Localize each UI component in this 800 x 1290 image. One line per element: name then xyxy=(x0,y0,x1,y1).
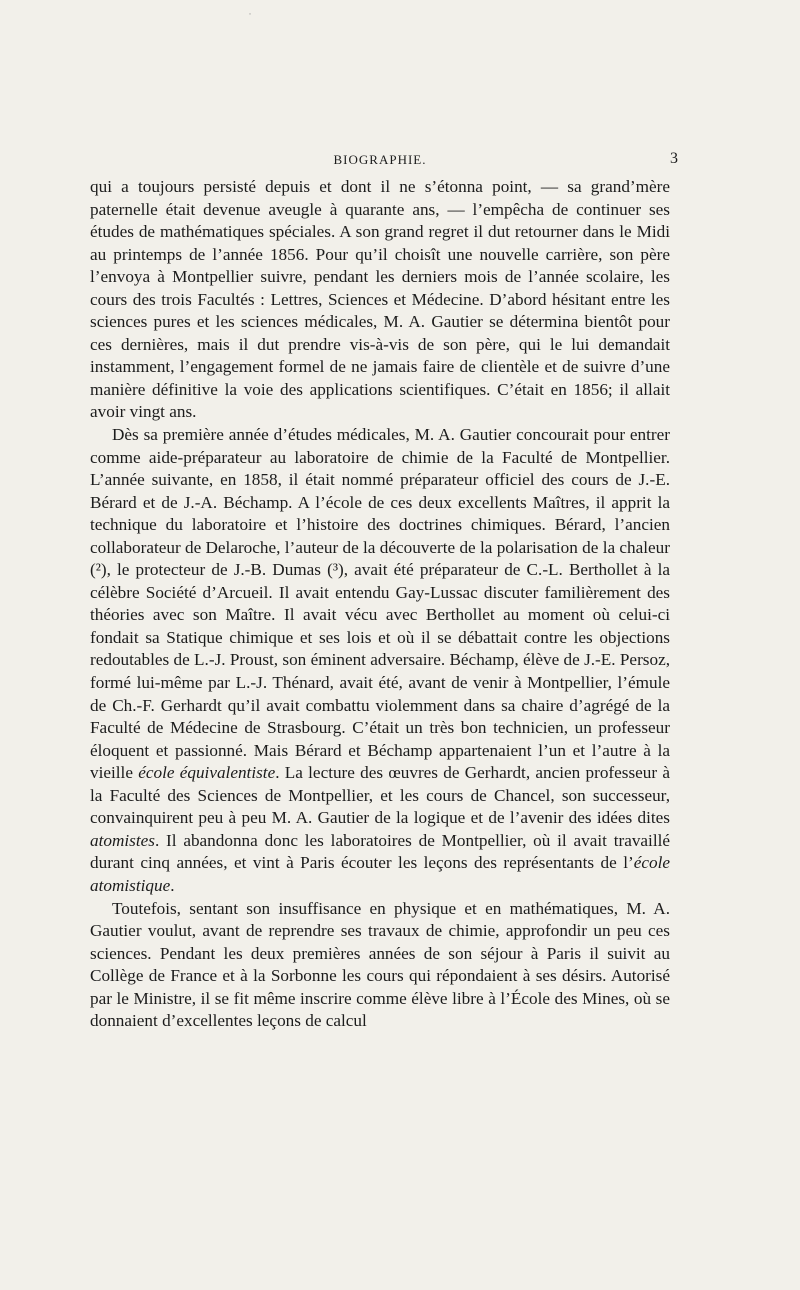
scan-speck: ˙ xyxy=(248,10,252,24)
italic-text-segment: école équivalentiste xyxy=(138,763,276,783)
page-number: 3 xyxy=(670,150,678,167)
running-title: BIOGRAPHIE. xyxy=(333,152,427,167)
italic-text-segment: école atomistique xyxy=(90,853,670,895)
text-segment: Toutefois, sentant son insuffisance en physique et en mathématiques, M. A. Gautier voulut, avant de reprendre ses travaux de chimie, approfondir un peu ces sciences. Pendant les deux premières années de son séjour à Paris il suivit au Collège de France et à la Sorbonne les cours qui répondaient à ses désirs. Autorisé par le Ministre, il se fit même inscrire comme élève libre à l’École des Mines, où se donnaient d’excellentes leçons de calcul xyxy=(90,898,670,1031)
text-segment: qui a toujours persisté depuis et dont il ne s’étonna point, — sa grand’mère paternelle était devenue aveugle à quarante ans, — l’empêcha de continuer ses études de mathématiques spéciales. A son grand regret il dut retourner dans le Midi au printemps de l’année 1856. Pour qu’il choisît une nouvelle carrière, son père l’envoya à Montpellier suivre, pendant les derniers mois de l’année scolaire, les cours des trois Facultés : Lettres, Sciences et Médecine. D’abord hésitant entre les sciences pures et les sciences médicales, M. A. Gautier se détermina bientôt pour ces dernières, mais il dut prendre vis-à-vis de son père, qui le lui demandait instamment, l’engagement formel de ne jamais faire de clientèle et de suivre d’une manière définitive la voie des applications scientifiques. C’était en 1856; il allait avoir vingt ans. xyxy=(90,177,670,422)
text-segment: Dès sa première année d’études médicales, M. A. Gautier concourait pour entrer comme aide-préparateur au laboratoire de chimie de la Faculté de Montpellier. L’année suivante, en 1858, il était nommé préparateur officiel des cours de J.-E. Bérard et de J.-A. Béchamp. A l’école de ces deux excellents Maîtres, il apprit la technique du laboratoire et l’histoire des doctrines chimiques. Bérard, l’ancien collaborateur de Delaroche, l’auteur de la découverte de la polarisation de la chaleur (²), le protecteur de J.-B. Dumas (³), avait été préparateur de C.-L. Berthollet à la célèbre Société d’Arcueil. Il avait entendu Gay-Lussac discuter familièrement des théories avec son Maître. Il avait vécu avec Berthollet au moment où celui-ci fondait sa Statique chimique et ses lois et où il se débattait contre les objections redoutables de L.-J. Proust, son éminent adversaire. Béchamp, élève de J.-E. Persoz, formé lui-même par L.-J. Thénard, avait été, avant de venir à Montpellier, l’émule de Ch.-F. Gerhardt qu’il avait combattu violemment dans sa chaire d’agrégé de la Faculté de Médecine de Strasbourg. C’était un très bon technicien, un professeur éloquent et passionné. Mais Bérard et Béchamp appartenaient l’un et l’autre à la vieille xyxy=(90,425,670,783)
body-text xyxy=(90,176,670,1033)
paragraph xyxy=(90,176,670,424)
running-head xyxy=(90,150,678,172)
text-segment: . La lecture des œuvres de Gerhardt, ancien professeur à la Faculté des Sciences de Montpellier, et les cours de Chancel, son successeur, convainquirent peu à peu M. A. Gautier de la logique et de l’avenir des idées dites xyxy=(90,763,670,828)
paragraph xyxy=(90,898,670,1033)
text-segment: . Il abandonna donc les laboratoires de Montpellier, où il avait travaillé durant cinq années, et vint à Paris écouter les leçons des représentants de l’ xyxy=(90,830,670,873)
italic-text-segment: atomistes xyxy=(90,830,155,850)
text-segment: . xyxy=(170,875,175,895)
paragraph xyxy=(90,424,670,897)
